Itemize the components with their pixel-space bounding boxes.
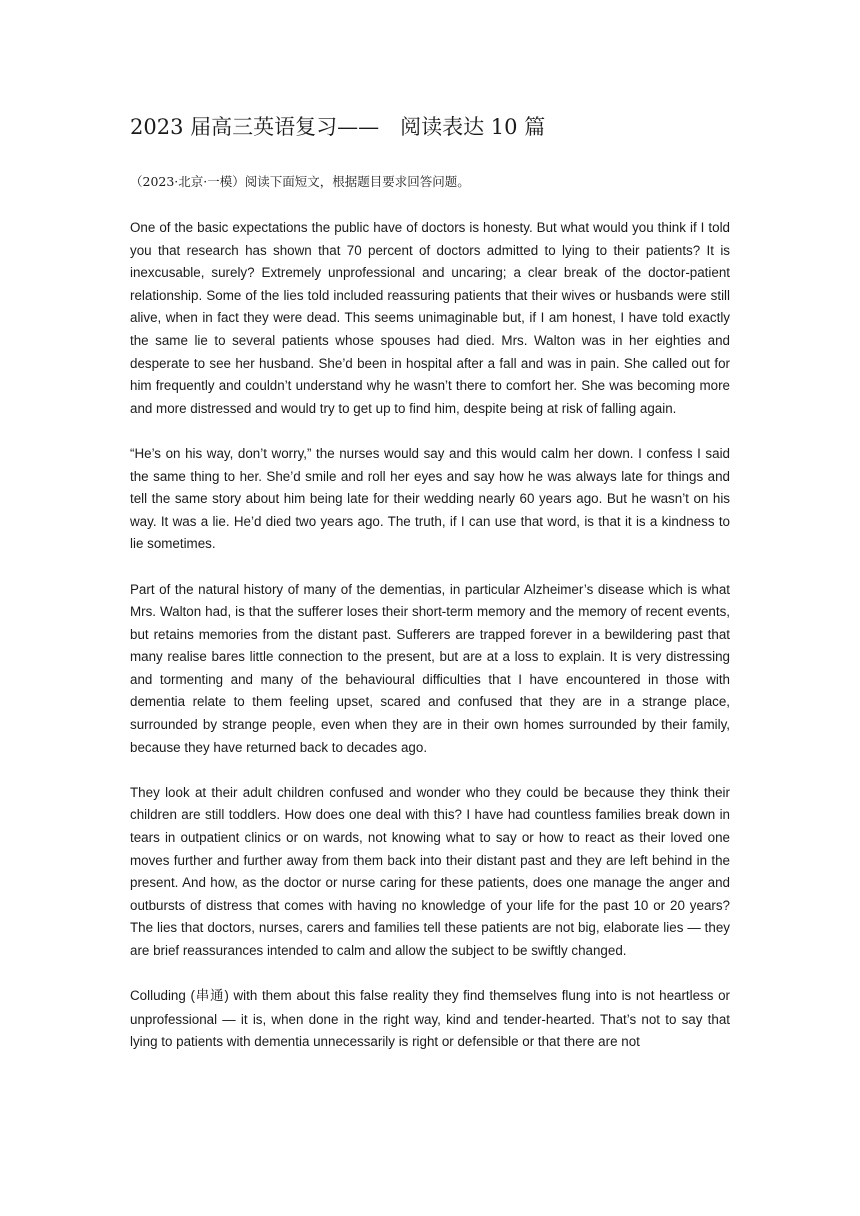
document-title: 2023 届高三英语复习—— 阅读表达 10 篇 bbox=[130, 115, 546, 139]
paragraph-1: One of the basic expectations the public have of doctors is honesty. But what would you think if I told you that research has shown that 70 percent of doctors admitted to lying to their patients? It is inexcusable, surely? Extremely unprofessional and uncaring; a clear break of the doctor-patient relationship. Some of the lies told included reassuring patients that their wives or husbands were still alive, when in fact they were dead. This seems unimaginable but, if I am honest, I have told exactly the same lie to several patients whose spouses had died. Mrs. Walton was in her eighties and desperate to see her husband. She’d been in hospital after a fall and was in pain. She called out for him frequently and couldn’t understand why he wasn’t there to comfort her. She was becoming more and more distressed and would try to get up to find him, despite being at risk of falling again. bbox=[130, 220, 730, 416]
paragraph-2: “He’s on his way, don’t worry,” the nurses would say and this would calm her down. I confess I said the same thing to her. She’d smile and roll her eyes and say how he was always late for things and tell the same story about him being late for their wedding nearly 60 years ago. But he wasn’t on his way. It was a lie. He’d died two years ago. The truth, if I can use that word, is that it is a kindness to lie sometimes. bbox=[130, 445, 730, 552]
paragraph-5 bbox=[130, 985, 730, 1054]
paragraph-5-gloss: 串通 bbox=[194, 989, 225, 1005]
paragraph-3: Part of the natural history of many of the dementias, in particular Alzheimer’s disease which is what Mrs. Walton had, is that the sufferer loses their short-term memory and the memory of recent events, but retains memories from the distant past. Sufferers are trapped forever in a bewildering past that many realise bares little connection to the present, but are at a loss to explain. It is very distressing and tormenting and many of the behavioural difficulties that I have encountered in those with dementia relate to them feeling upset, scared and confused that they are in a strange place, surrounded by strange people, even when they are in their own homes surrounded by their family, because they have returned back to decades ago. bbox=[130, 581, 730, 755]
paragraph-4: They look at their adult children confused and wonder who they could be because they think their children are still toddlers. How does one deal with this? I have had countless families break down in tears in outpatient clinics or on wards, not knowing what to say or how to react as their loved one moves further and further away from them back into their distant past and they are left behind in the present. And how, as the doctor or nurse caring for these patients, does one manage the anger and outbursts of distress that comes with having no knowledge of your life for the past 10 or 20 years? The lies that doctors, nurses, carers and families tell these patients are not big, elaborate lies — they are brief reassurances intended to calm and allow the subject to be swiftly changed. bbox=[130, 784, 730, 958]
source-line: （2023·北京·一模）阅读下面短文，根据题目要求回答问题。 bbox=[130, 174, 470, 189]
paragraph-5-start: Colluding ( bbox=[130, 988, 195, 1004]
passage-body bbox=[130, 217, 730, 1077]
paragraph-5-rest: ) with them about this false reality they find themselves flung into is not heartless or unprofessional — it is, when done in the right way, kind and tender-hearted. That’s not to say that lying to patients with dementia unnecessarily is right or defensible or that there are not bbox=[130, 988, 730, 1050]
